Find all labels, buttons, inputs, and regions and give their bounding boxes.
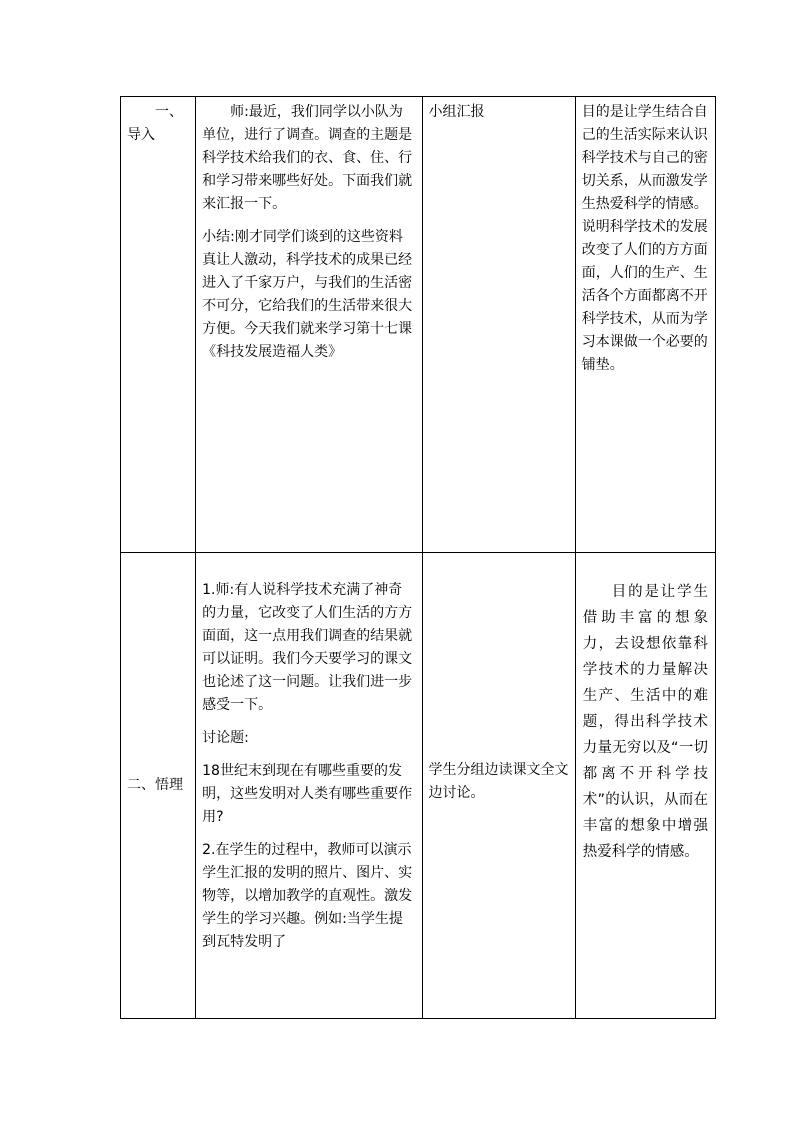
teacher-paragraph: 1.师:有人说科学技术充满了神奇的力量，它改变了人们生活的方方面面，这一点用我们调查的结果就可以证明。我们今天要学习的课文也论述了这一问题。让我们进一步感受一下。 [202, 582, 413, 713]
lesson-plan-table [120, 96, 716, 1019]
purpose-cell [575, 553, 715, 1019]
teacher-paragraph: 2.在学生的过程中，教师可以演示学生汇报的发明的照片、图片、实物等，以增加教学的直观性。激发学生的学习兴趣。例如:当学生提到瓦特发明了 [202, 842, 413, 950]
student-activity-cell [422, 97, 575, 553]
section-cell [121, 97, 196, 553]
student-activity-text: 学生分组边读课文全文边讨论。 [428, 762, 569, 801]
purpose-cell [575, 97, 715, 553]
teacher-activity-cell [196, 553, 422, 1019]
purpose-text: 目的是让学生借助丰富的想象力，去设想依靠科学技术的力量解决生产、生活中的难题，得出科学技术力量无穷以及“一切都离不开科学技术”的认识，从而在丰富的想象中增强热爱科学的情感。 [582, 584, 708, 860]
student-activity-text: 小组汇报 [428, 104, 485, 120]
teacher-activity-cell [196, 97, 422, 553]
section-label: 一、导入 [127, 104, 183, 143]
section-cell [121, 553, 196, 1019]
student-activity-cell [422, 553, 575, 1019]
section-label: 二、悟理 [127, 777, 183, 793]
purpose-text: 目的是让学生结合自己的生活实际来认识科学技术与自己的密切关系，从而激发学生热爱科学的情感。说明科学技术的发展改变了人们的方方面面，人们的生产、生活各个方面都离不开科学技术，从而为学习本课做一个必要的铺垫。 [581, 104, 708, 373]
table-row [121, 97, 716, 553]
table-row [121, 553, 716, 1019]
discussion-question: 18世纪末到现在有哪些重要的发明，这些发明对人类有哪些重要作用? [202, 763, 413, 825]
teacher-paragraph: 小结:刚才同学们谈到的这些资料真让人激动，科学技术的成果已经进入了千家万户，与我们的生活密不可分，它给我们的生活带来很大方便。今天我们就来学习第十七课《科技发展造福人类》 [202, 229, 413, 360]
discussion-label: 讨论题: [202, 730, 249, 746]
teacher-paragraph: 师:最近，我们同学以小队为单位，进行了调查。调查的主题是科学技术给我们的衣、食、住、行和学习带来哪些好处。下面我们就来汇报一下。 [202, 104, 413, 212]
